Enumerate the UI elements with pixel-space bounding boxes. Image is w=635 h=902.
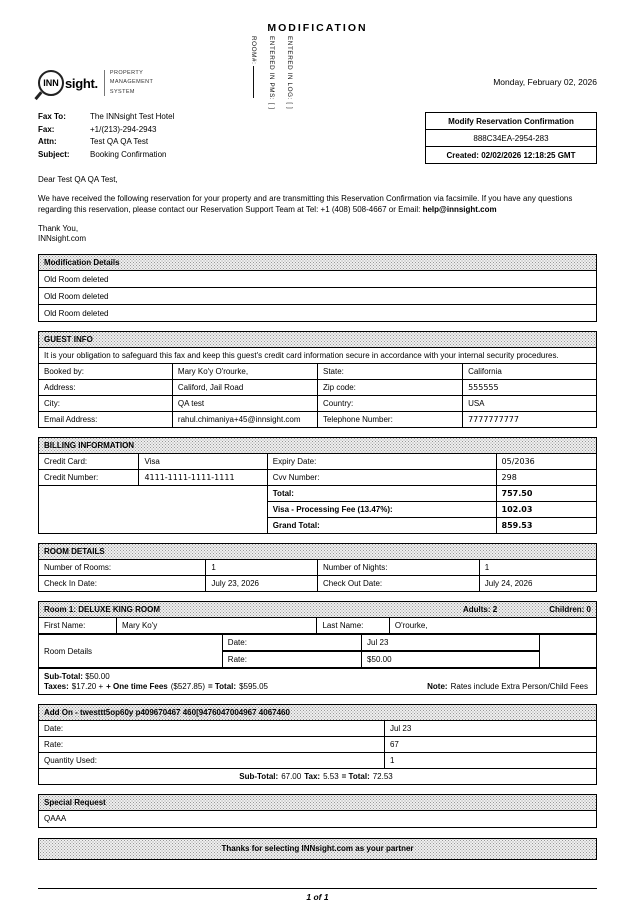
number-of-rooms-value: 1	[206, 560, 318, 576]
document-title: MODIFICATION	[267, 22, 368, 34]
addon-subtotal-row	[39, 768, 597, 784]
first-name-label: First Name:	[39, 618, 117, 633]
last-name-value: O'rourke,	[394, 621, 428, 631]
processing-fee-label: Visa - Processing Fee (13.47%):	[267, 502, 496, 518]
addon-date-label: Date:	[39, 720, 385, 736]
fax-recipient-fields	[38, 112, 174, 164]
room1-children: Children: 0	[549, 605, 591, 615]
greeting: Dear Test QA QA Test,	[38, 175, 118, 184]
addon-rate-value: 67	[384, 736, 596, 752]
room1-note	[427, 682, 591, 691]
cvv-label: Cvv Number:	[267, 470, 496, 486]
last-name-label: Last Name:	[317, 618, 389, 633]
special-request-value: QAAA	[44, 814, 67, 824]
first-name-value: Mary Ko'y	[117, 618, 318, 633]
fax-to-value: The INNsight Test Hotel	[90, 112, 175, 121]
logo-tagline: PROPERTY MANAGEMENT SYSTEM	[109, 69, 154, 95]
addon-subtotal-value: 67.00	[281, 771, 302, 781]
room-number-stamp: ROOM#:	[250, 36, 257, 110]
telephone-label: Telephone Number:	[317, 412, 462, 428]
addon-rate-label: Rate:	[39, 736, 385, 752]
booked-by-label: Booked by:	[39, 364, 173, 380]
number-of-rooms-label: Number of Rooms:	[39, 560, 206, 576]
room1-total-label: = Total:	[207, 682, 237, 692]
subject-value: Booking Confirmation	[90, 149, 167, 159]
billing-header: BILLING INFORMATION	[39, 438, 597, 454]
taxes-amount: $17.20 +	[71, 682, 104, 692]
credit-card-value: Visa	[139, 454, 267, 470]
magnifier-logo-icon: INN	[38, 70, 64, 96]
guest-info-security-note: It is your obligation to safeguard this fax and keep this guest's credit card information secure in accordance with your internal security procedures.	[39, 348, 597, 364]
room-details-section	[38, 543, 597, 592]
grand-total-value: 859.53	[496, 518, 596, 534]
support-email: help@innsight.com	[422, 205, 497, 215]
room1-guest-name-row	[39, 618, 596, 635]
number-of-nights-value: 1	[479, 560, 596, 576]
letter-signoff	[38, 224, 597, 246]
grand-total-label: Grand Total:	[267, 518, 496, 534]
note-text: Rates include Extra Person/Child Fees	[450, 682, 588, 692]
room1-taxes-breakdown	[44, 682, 271, 691]
fax-to-label: Fax To:	[38, 112, 66, 121]
total-label: Total:	[267, 486, 496, 502]
billing-information-section	[38, 437, 597, 534]
city-value: QA test	[172, 396, 317, 412]
room-details-cell-label: Room Details	[39, 635, 223, 667]
room1-date-label: Date:	[223, 635, 362, 652]
modification-row: Old Room deleted	[39, 271, 596, 288]
address-value: Califord, Jail Road	[172, 380, 317, 396]
room1-subtotal-block	[39, 669, 596, 694]
check-out-value: July 24, 2026	[479, 576, 596, 592]
room1-adults: Adults: 2	[462, 605, 498, 615]
room1-subtotal-value: $50.00	[85, 671, 110, 681]
country-value: USA	[463, 396, 597, 412]
letter-body	[38, 174, 597, 245]
guest-info-header: GUEST INFO	[39, 332, 597, 348]
addon-tax-label: Tax:	[304, 771, 321, 781]
modification-details-header: Modification Details	[39, 255, 596, 271]
logo-divider	[104, 70, 105, 96]
fax-addressing-block	[38, 112, 597, 164]
addon-total-value: 72.53	[372, 771, 393, 781]
entered-in-pms-stamp: ENTERED IN PMS: [ ]	[268, 36, 275, 110]
attn-value: Test QA QA Test	[90, 137, 149, 146]
room1-rate-label: Rate:	[223, 652, 362, 667]
address-label: Address:	[39, 380, 173, 396]
number-of-nights-label: Number of Nights:	[317, 560, 479, 576]
subject-label: Subject:	[38, 149, 70, 159]
document-header	[38, 36, 597, 110]
room1-title: Room 1: DELUXE KING ROOM	[44, 605, 161, 615]
confirmation-number: 888C34EA-2954-283	[426, 130, 596, 147]
credit-card-label: Credit Card:	[39, 454, 139, 470]
state-label: State:	[317, 364, 462, 380]
addon-quantity-label: Quantity Used:	[39, 752, 385, 768]
room1-header	[39, 602, 596, 618]
room1-subtotal-line	[44, 672, 591, 681]
zip-label: Zip code:	[317, 380, 462, 396]
guest-info-section	[38, 331, 597, 428]
confirmation-box-title: Modify Reservation Confirmation	[426, 113, 596, 130]
telephone-value: 7777777777	[463, 412, 597, 428]
credit-number-label: Credit Number:	[39, 470, 139, 486]
addon-date-value: Jul 23	[384, 720, 596, 736]
addon-tax-value: 5.53	[323, 771, 339, 781]
room1-date-value: Jul 23	[362, 635, 540, 652]
page-footer	[38, 888, 597, 902]
attn-label: Attn:	[38, 137, 57, 146]
email-label: Email Address:	[39, 412, 173, 428]
confirmation-created-timestamp: Created: 02/02/2026 12:18:25 GMT	[446, 150, 576, 160]
check-in-value: July 23, 2026	[206, 576, 318, 592]
expiry-date-label: Expiry Date:	[267, 454, 496, 470]
processing-fee-value: 102.03	[496, 502, 596, 518]
fax-number-value: +1/(213)-294-2943	[90, 124, 157, 134]
thank-you-line: Thank You,	[38, 223, 79, 233]
room1-section	[38, 601, 597, 695]
special-request-header: Special Request	[39, 795, 596, 811]
expiry-date-value: 05/2036	[496, 454, 596, 470]
document-date: Monday, February 02, 2026	[493, 77, 597, 87]
booked-by-value: Mary Ko'y O'rourke,	[172, 364, 317, 380]
city-label: City:	[39, 396, 173, 412]
room1-taxes-line	[44, 682, 591, 691]
special-request-section	[38, 794, 597, 828]
room-number-blank-line	[253, 66, 254, 98]
partner-thanks-banner: Thanks for selecting INNsight.com as your partner	[38, 838, 597, 860]
modification-row: Old Room deleted	[44, 308, 109, 318]
billing-empty-cell	[39, 486, 268, 534]
check-in-label: Check In Date:	[39, 576, 206, 592]
addon-total-label: = Total:	[341, 771, 370, 781]
room1-total-value: $595.05	[239, 682, 268, 692]
taxes-label: Taxes:	[44, 682, 69, 692]
room1-rate-grid	[39, 635, 596, 669]
country-label: Country:	[317, 396, 462, 412]
innsight-logo	[38, 62, 153, 104]
state-value: California	[463, 364, 597, 380]
zip-value: 555555	[463, 380, 597, 396]
note-label: Note:	[427, 682, 448, 692]
addon-subtotal-label: Sub-Total:	[239, 771, 279, 781]
room1-rate-value: $50.00	[362, 652, 540, 667]
room1-empty-cell	[540, 635, 596, 667]
cvv-value: 298	[496, 470, 596, 486]
addon-header: Add On - twesttt5op60y p409670467 460[9476047004967 4067460	[39, 704, 597, 720]
letter-paragraph: We have received the following reservation for your property and are transmitting this Reservation Confirmation via facsimile. If you have any questions regarding this reservation, please contact our Reservation Support Team at Tel: +1 (408) 508-4667 or Email: help@innsight.com	[38, 194, 573, 215]
email-value: rahul.chimaniya+45@innsight.com	[172, 412, 317, 428]
addon-quantity-value: 1	[384, 752, 596, 768]
addon-section	[38, 704, 597, 785]
credit-number-value: 4111-1111-1111-1111	[139, 470, 267, 486]
room-details-header: ROOM DETAILS	[39, 544, 597, 560]
check-out-label: Check Out Date:	[317, 576, 479, 592]
fax-stamps	[250, 36, 293, 110]
fax-number-label: Fax:	[38, 124, 55, 134]
logo-wordmark: sight.	[65, 75, 98, 91]
signature-line: INNsight.com	[38, 234, 87, 244]
modification-details-section	[38, 254, 597, 322]
total-value: 757.50	[496, 486, 596, 502]
room1-subtotal-label: Sub-Total:	[44, 671, 83, 681]
entered-in-log-stamp: ENTERED IN LOG: [ ]	[286, 36, 293, 110]
one-time-fees-label: + One time Fees	[106, 682, 168, 692]
reservation-confirmation-box	[425, 112, 597, 164]
one-time-fees-amount: ($527.85)	[170, 682, 205, 692]
page-number: 1 of 1	[306, 891, 329, 902]
modification-row: Old Room deleted	[39, 288, 596, 305]
